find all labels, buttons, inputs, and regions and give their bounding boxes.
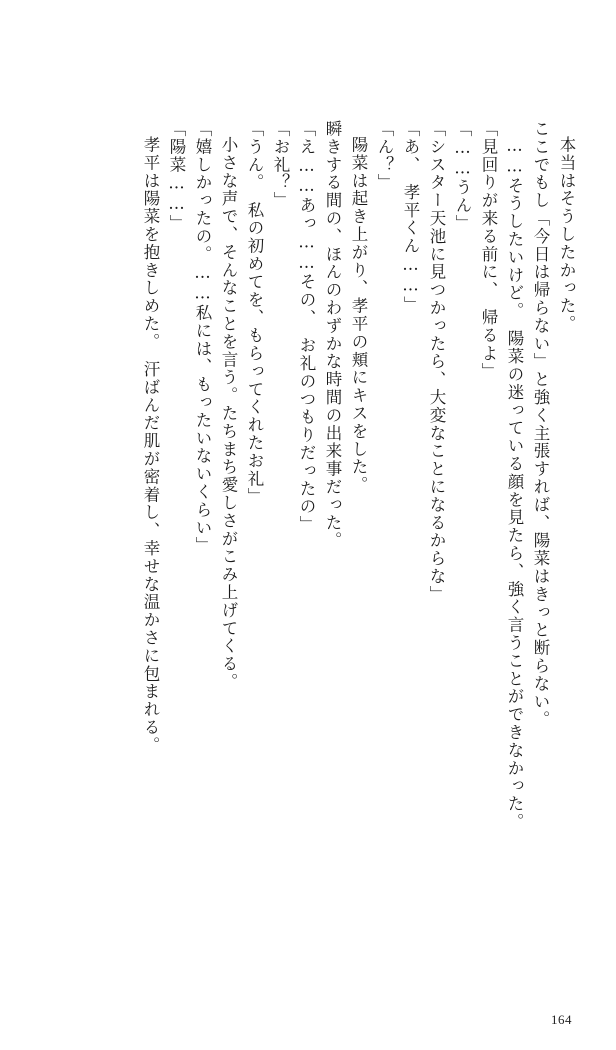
text-line: 「見回りが来る前に、 帰るよ」 xyxy=(479,120,498,381)
text-line: 「……うん」 xyxy=(453,120,472,233)
text-line: 本当はそうしたかった。 xyxy=(557,136,576,333)
text-line: 陽菜は起き上がり、孝平の頬にキスをした。 xyxy=(349,136,368,494)
text-line: 孝平は陽菜を抱きしめた。 汗ばんだ肌が密着し、幸せな温かさに包まれる。 xyxy=(141,136,160,755)
text-line: 「陽菜……」 xyxy=(167,120,186,233)
text-line: 小さな声で、そんなことを言う。たちまち愛しさがこみ上げてくる。 xyxy=(219,136,238,691)
text-line: 「嬉しかったの。……私には、もったいないくらい」 xyxy=(193,120,212,555)
text-line: 「あ、 孝平くん……」 xyxy=(401,120,420,314)
text-line: ……そうしたいけど。 陽菜の迷っている顔を見たら、強く言うことができなかった。 xyxy=(505,136,524,831)
text-line: 「うん。 私の初めてを、もらってくれたお礼」 xyxy=(245,120,264,506)
vertical-text-block xyxy=(74,120,574,880)
text-line: ここでもし「今日は帰らない」と強く主張すれば、陽菜はきっと断らない。 xyxy=(531,120,550,729)
text-line: 「お礼？」 xyxy=(271,120,290,210)
text-line: 「シスター天池に見つかったら、大変なことになるからな」 xyxy=(427,120,446,604)
text-line: 「え……あっ……その、 お礼のつもりだったの」 xyxy=(297,120,316,534)
page-number: 164 xyxy=(551,1012,572,1027)
text-line: 瞬きする間の、ほんのわずかな時間の出来事だった。 xyxy=(323,120,342,550)
text-line: 「ん？」 xyxy=(375,120,394,192)
